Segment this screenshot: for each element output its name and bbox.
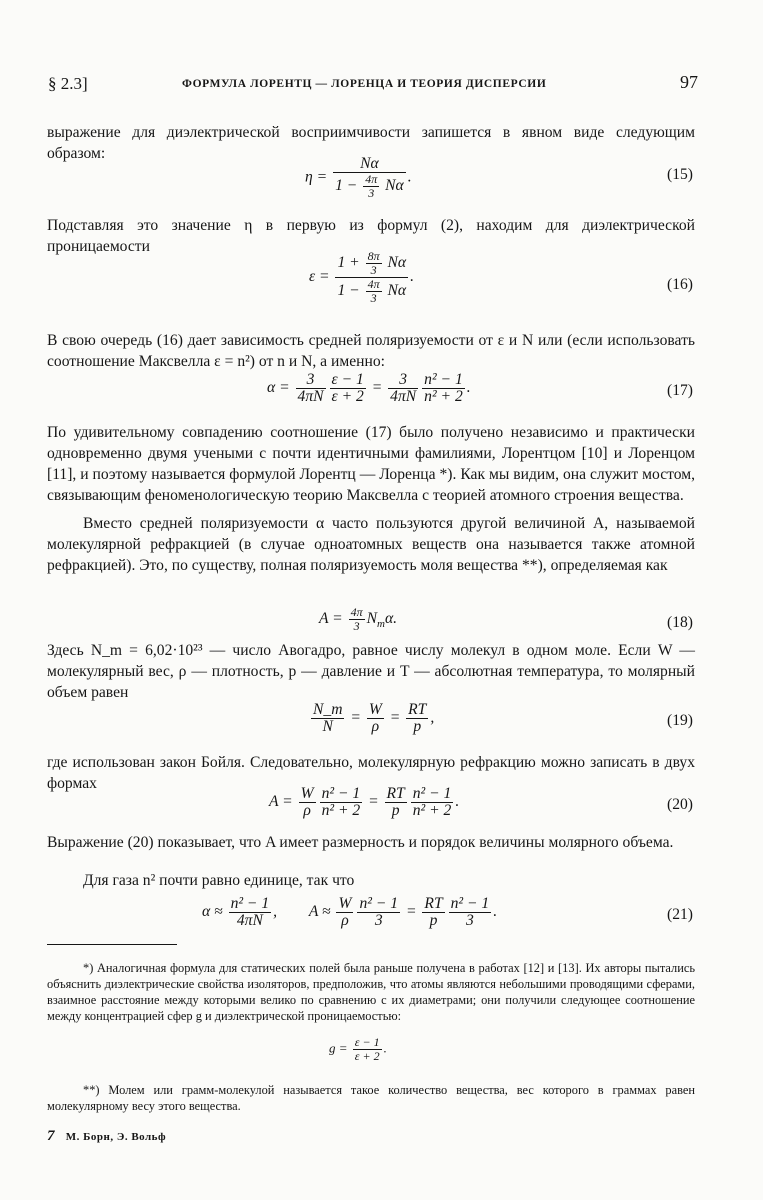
eq15-numerator: Nα [333,156,406,173]
eq20-lhs: A = [269,793,293,811]
eq19-label: (19) [667,712,693,729]
equation-17: α = $\frac{3}{4\pi N}$ $\frac{\varepsilon - 1}{\varepsilon + 2}$ = $\frac{3}{4\pi N}$ $\frac{\text{n² − 1}}{\text{n² + 2}}$ . (17) [267,371,693,405]
eq18-label: (18) [667,614,693,631]
eq15-label: (15) [667,166,693,183]
running-header [48,72,698,98]
equation-19: $\frac{N\_m}{N}$ = $\frac{W}{\rho}$ = $\frac{RT}{p}$ , (19) [313,701,693,735]
footnote-divider [47,944,177,945]
eq15-fraction [333,156,406,200]
paragraph-7: где использован закон Бойля. Следовательно, молекулярную рефракцию можно записать в двух формах [47,754,695,792]
paragraph-2: Подставляя это значение η в первую из формул (2), находим для диэлектрической проницаемости [47,217,695,255]
footnote-2: **) Молем или грамм-молекулой называется такое количество вещества, вес которого в граммах равен молекулярному весу этого вещества. [47,1083,695,1113]
signature-number: 7 [47,1128,55,1144]
signature-footer [47,1128,166,1145]
eq16-denominator: 1 − $\frac{4\pi}{3}$ Nα [337,277,407,305]
footnote-1: *) Аналогичная формула для статических полей была раньше получена в работах [12] и [13]. Их авторы пытались объяснить диэлектрические свойства изоляторов, предположив, что атомы являются небольшими проводящими сферами, взаимное расстояние между которыми велико по сравнению с их диаметрами; они получили следующее соотношение между концентрацией сфер g и диэлектрической проницаемостью: [47,961,695,1023]
paragraph-9: Для газа n² почти равно единице, так что [83,872,355,889]
section-number: § 2.3] [48,74,88,93]
eq17-lhs: α = [267,379,290,397]
signature-authors: М. Борн, Э. Вольф [65,1131,167,1143]
eq16-fraction [335,250,408,305]
equation-20: A = $\frac{W}{\rho}$ $\frac{\text{n² − 1}}{\text{n² + 2}}$ = $\frac{RT}{p}$ $\frac{\text{n² − 1}}{\text{n² + 2}}$ . (20) [269,785,693,819]
running-title: ФОРМУЛА ЛОРЕНТЦ — ЛОРЕНЦА И ТЕОРИЯ ДИСПЕРСИИ [182,78,547,90]
equation-16: ε = 1 + $\frac{8\pi}{3}$ Nα 1 − $\frac{4\pi}{3}$ Nα . (16) [309,249,693,305]
eq17-label: (17) [667,382,693,399]
paragraph-8: Выражение (20) показывает, что A имеет размерность и порядок величины молярного объема. [47,834,674,851]
equation-15: η = Nα 1 − $\frac{4\pi}{3}$ Nα . (15) [305,155,693,200]
paragraph-1: выражение для диэлектрической восприимчивости запишется в явном виде следующим образом: [47,124,695,162]
paragraph-5: Вместо средней поляризуемости α часто пользуются другой величиной A, называемой молекулярной рефракцией (в случае одноатомных веществ она называется также атомной рефракцией). Это, по существу, полная поляризуемость моля вещества **), определяемая как [47,515,695,574]
eq15-denominator: 1 − $\frac{4\pi}{3}$ Nα [335,172,404,200]
eq16-numerator: 1 + $\frac{8\pi}{3}$ Nα [337,249,407,277]
equation-18: A = $\frac{4\pi}{3}$ $N_m\alpha$. (18) [319,605,693,633]
equation-21: α ≈ $\frac{\text{n² − 1}}{4\pi N}$ , A ≈ $\frac{W}{\rho}$ $\frac{\text{n² − 1}}{3}$ = $\frac{RT}{p}$ $\frac{\text{n² − 1}}{3}$ . (21) [202,895,693,929]
eq15-lhs: η = [305,168,328,186]
paragraph-6: Здесь N_m = 6,02·10²³ — число Авогадро, равное числу молекул в одном моле. Если W — молекулярный вес, ρ — плотность, p — давление и T — абсолютная температура, то молярный объем равен [47,642,695,701]
footnote-equation: g = $\frac{\varepsilon - 1}{\varepsilon + 2}$ . [329,1035,387,1063]
page-number: 97 [680,72,698,92]
paragraph-4: По удивительному совпадению соотношение (17) было получено независимо и практически одновременно двумя учеными с почти идентичными фамилиями, Лорентцом [10] и Лоренцом [11], и поэтому называется формулой Лорентц — Лоренца *). Как мы видим, она служит мостом, связывающим феноменологическую теорию Максвелла с теорией атомного строения вещества. [47,424,695,504]
paragraph-3: В свою очередь (16) дает зависимость средней поляризуемости от ε и N или (если использовать соотношение Максвелла ε = n²) от n и N, а именно: [47,332,695,370]
eq16-lhs: ε = [309,268,330,286]
eq16-label: (16) [667,276,693,293]
eq20-label: (20) [667,796,693,813]
eq18-lhs: A = [319,610,343,628]
eq21-label: (21) [667,906,693,923]
